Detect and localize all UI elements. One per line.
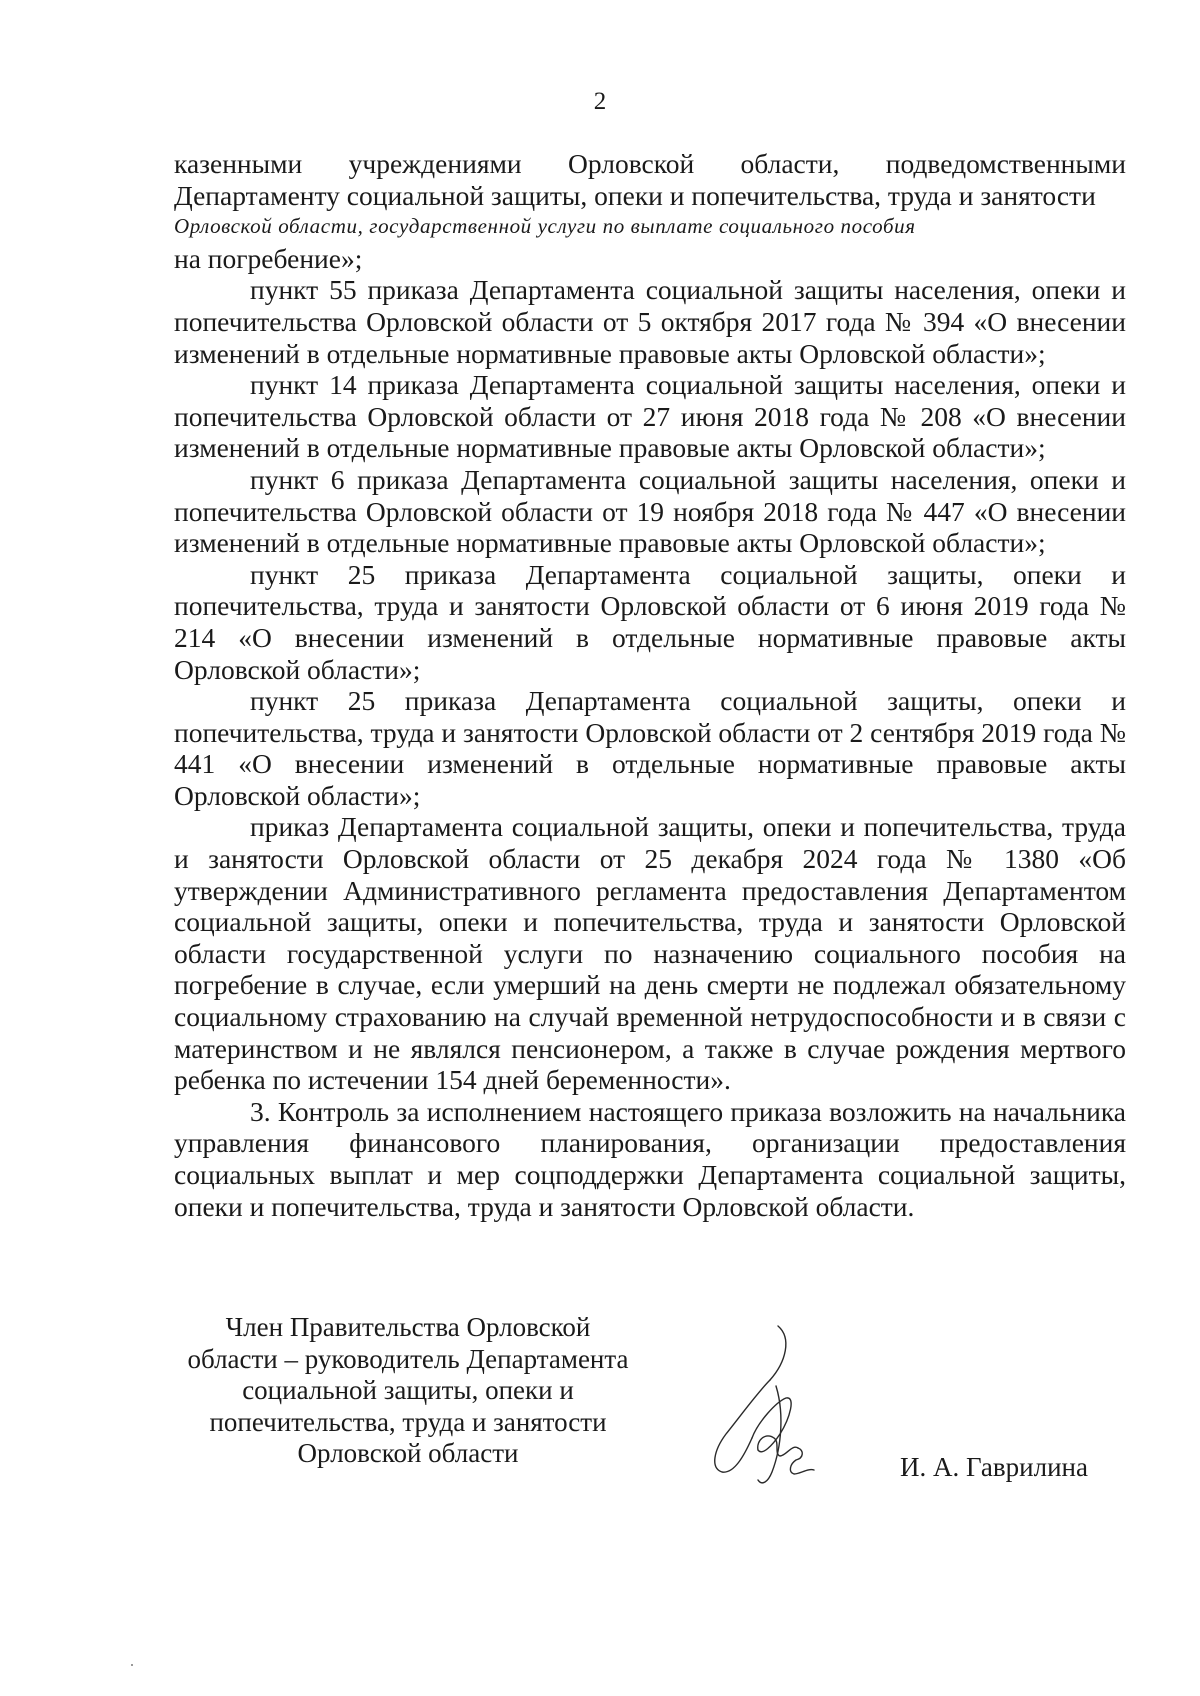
paragraph-continuation xyxy=(174,148,1126,274)
document-body xyxy=(174,148,1126,1222)
paragraph-continuation-line1: казенными учреждениями Орловской области, подведомственными Департаменту социальной защиты, опеки и попечительства, труда и занятости xyxy=(174,148,1126,211)
paragraph-control-clause: 3. Контроль за исполнением настоящего приказа возложить на начальника управления финансового планирования, организации предоставления социальных выплат и мер соцподдержки Департамента социальной защиты, опеки и попечительства, труда и занятости Орловской области. xyxy=(174,1095,1126,1222)
signatory-position xyxy=(176,1312,640,1470)
handwritten-signature xyxy=(700,1322,820,1490)
paragraph-item-1: пункт 55 приказа Департамента социальной защиты населения, опеки и попечительства Орловской области от 5 октября 2017 года № 394 «О внесении изменений в отдельные нормативные правовые акты Орловской области»; xyxy=(174,274,1126,369)
paragraph-item-4: пункт 25 приказа Департамента социальной защиты, опеки и попечительства, труда и занятости Орловской области от 6 июня 2019 года № 214 «О внесении изменений в отдельные нормативные правовые акты Орловской области»; xyxy=(174,558,1126,685)
paragraph-continuation-squeezed-line: Орловской области, государственной услуги по выплате социального пособия xyxy=(174,214,916,239)
paragraph-item-5: пункт 25 приказа Департамента социальной защиты, опеки и попечительства, труда и занятости Орловской области от 2 сентября 2019 года № 441 «О внесении изменений в отдельные нормативные правовые акты Орловской области»; xyxy=(174,685,1126,811)
paragraph-item-6: приказ Департамента социальной защиты, опеки и попечительства, труда и занятости Орловской области от 25 декабря 2024 года № 1380 «Об утверждении Административного регламента предоставления Департаментом социальной защиты, опеки и попечительства, труда и занятости Орловской области государственной услуги по назначению социального пособия на погребение в случае, если умерший на день смерти не подлежал обязательному социальному страхованию на случай временной нетрудоспособности и в связи с материнством и не являлся пенсионером, а также в случае рождения мертвого ребенка по истечении 154 дней беременности». xyxy=(174,811,1126,1096)
paragraph-continuation-line3: на погребение»; xyxy=(174,242,363,274)
position-line: Орловской области xyxy=(297,1438,519,1469)
page-number: 2 xyxy=(593,88,607,115)
position-line: области – руководитель Департамента xyxy=(187,1343,629,1374)
position-line: Член Правительства Орловской xyxy=(225,1312,591,1342)
signer-name: И. А. Гаврилина xyxy=(900,1452,1088,1482)
position-line: попечительства, труда и занятости xyxy=(209,1406,607,1437)
scan-artifact xyxy=(131,1664,133,1666)
paragraph-item-2: пункт 14 приказа Департамента социальной защиты населения, опеки и попечительства Орловской области от 27 июня 2018 года № 208 «О внесении изменений в отдельные нормативные правовые акты Орловской области»; xyxy=(174,369,1126,464)
paragraph-item-3: пункт 6 приказа Департамента социальной защиты населения, опеки и попечительства Орловской области от 19 ноября 2018 года № 447 «О внесении изменений в отдельные нормативные правовые акты Орловской области»; xyxy=(174,463,1126,559)
position-line: социальной защиты, опеки и xyxy=(242,1375,574,1406)
